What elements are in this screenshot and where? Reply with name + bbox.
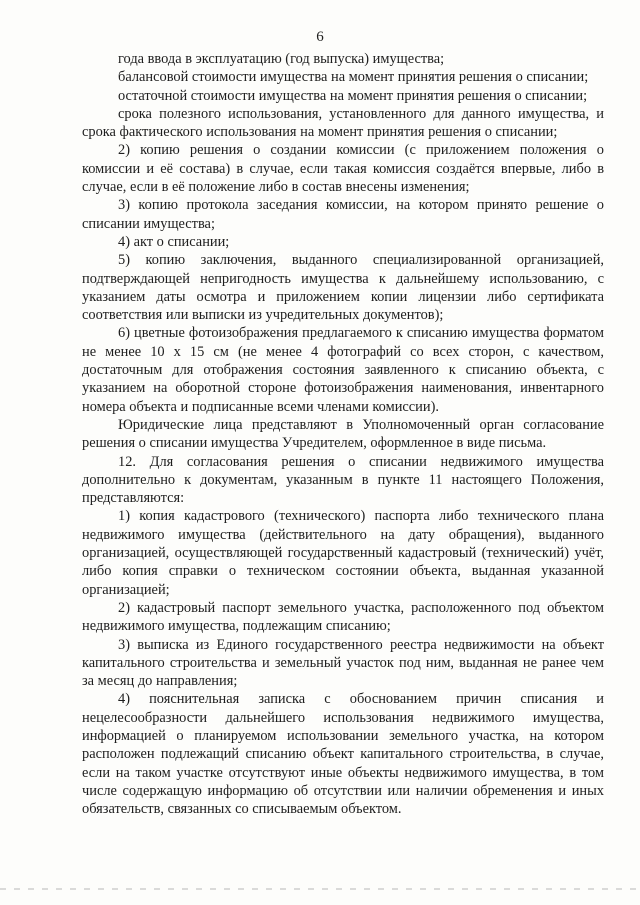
paragraph: срока полезного использования, установленного для данного имущества, и срока фактического использования на момент принятия решения о списании; <box>82 105 604 141</box>
scan-artifact-line <box>0 888 640 890</box>
paragraph: 2) копию решения о создании комиссии (с приложением положения о комиссии и её состава) в случае, если такая комиссия создаётся впервые, либо в случае, если в её положение либо в состав внесены изменения; <box>82 142 604 196</box>
paragraph: 2) кадастровый паспорт земельного участка, расположенного под объектом недвижимого имущества, подлежащим списанию; <box>82 599 604 635</box>
paragraph: Юридические лица представляют в Уполномоченный орган согласование решения о списании имущества Учредителем, оформленное в виде письма. <box>82 416 604 452</box>
paragraph: 1) копия кадастрового (технического) паспорта либо технического плана недвижимого имущества (действительного на дату обращения), выданного организацией, осуществляющей государственный кадастровый (технический) учёт, либо копия справки о техническом состоянии объекта, выданная указанной организацией; <box>82 508 604 598</box>
page-number: 6 <box>316 29 324 45</box>
paragraph: 4) акт о списании; <box>118 233 230 250</box>
document-body <box>82 50 604 818</box>
paragraph: 6) цветные фотоизображения предлагаемого к списанию имущества форматом не менее 10 х 15 см (не менее 4 фотографий со всех сторон, с качеством, достаточным для отображения состояния заявленного к списанию объекта, с указанием на оборотной стороне фотоизображения наименования, инвентарного номера объекта и подписанные всеми членами комиссии). <box>82 325 604 415</box>
paragraph: 4) пояснительная записка с обоснованием причин списания и нецелесообразности дальнейшего использования недвижимого имущества, информацией о планируемом использовании земельного участка, на котором расположен подлежащий списанию объект капитального строительства, в случае, если на таком участке отсутствуют иные объекты недвижимого имущества, в том числе содержащую информацию об отсутствии или наличии обременения и иных обязательств, связанных со списываемым объектом. <box>82 691 604 818</box>
paragraph: 12. Для согласования решения о списании недвижимого имущества дополнительно к документам, указанным в пункте 11 настоящего Положения, представляются: <box>82 453 604 507</box>
paragraph: 3) выписка из Единого государственного реестра недвижимости на объект капитального строительства и земельный участок под ним, выданная не ранее чем за месяц до направления; <box>82 636 604 690</box>
paragraph: 5) копию заключения, выданного специализированной организацией, подтверждающей непригодность имущества к дальнейшему использованию, с указанием даты осмотра и приложением копии лицензии либо сертификата соответствия или выписки из учредительных документов); <box>82 252 604 324</box>
paragraph: 3) копию протокола заседания комиссии, на котором принято решение о списании имущества; <box>82 197 604 232</box>
paragraph: балансовой стоимости имущества на момент принятия решения о списании; <box>118 69 589 86</box>
paragraph: остаточной стоимости имущества на момент принятия решения о списании; <box>118 87 588 104</box>
paragraph: года ввода в эксплуатацию (год выпуска) имущества; <box>118 51 445 67</box>
